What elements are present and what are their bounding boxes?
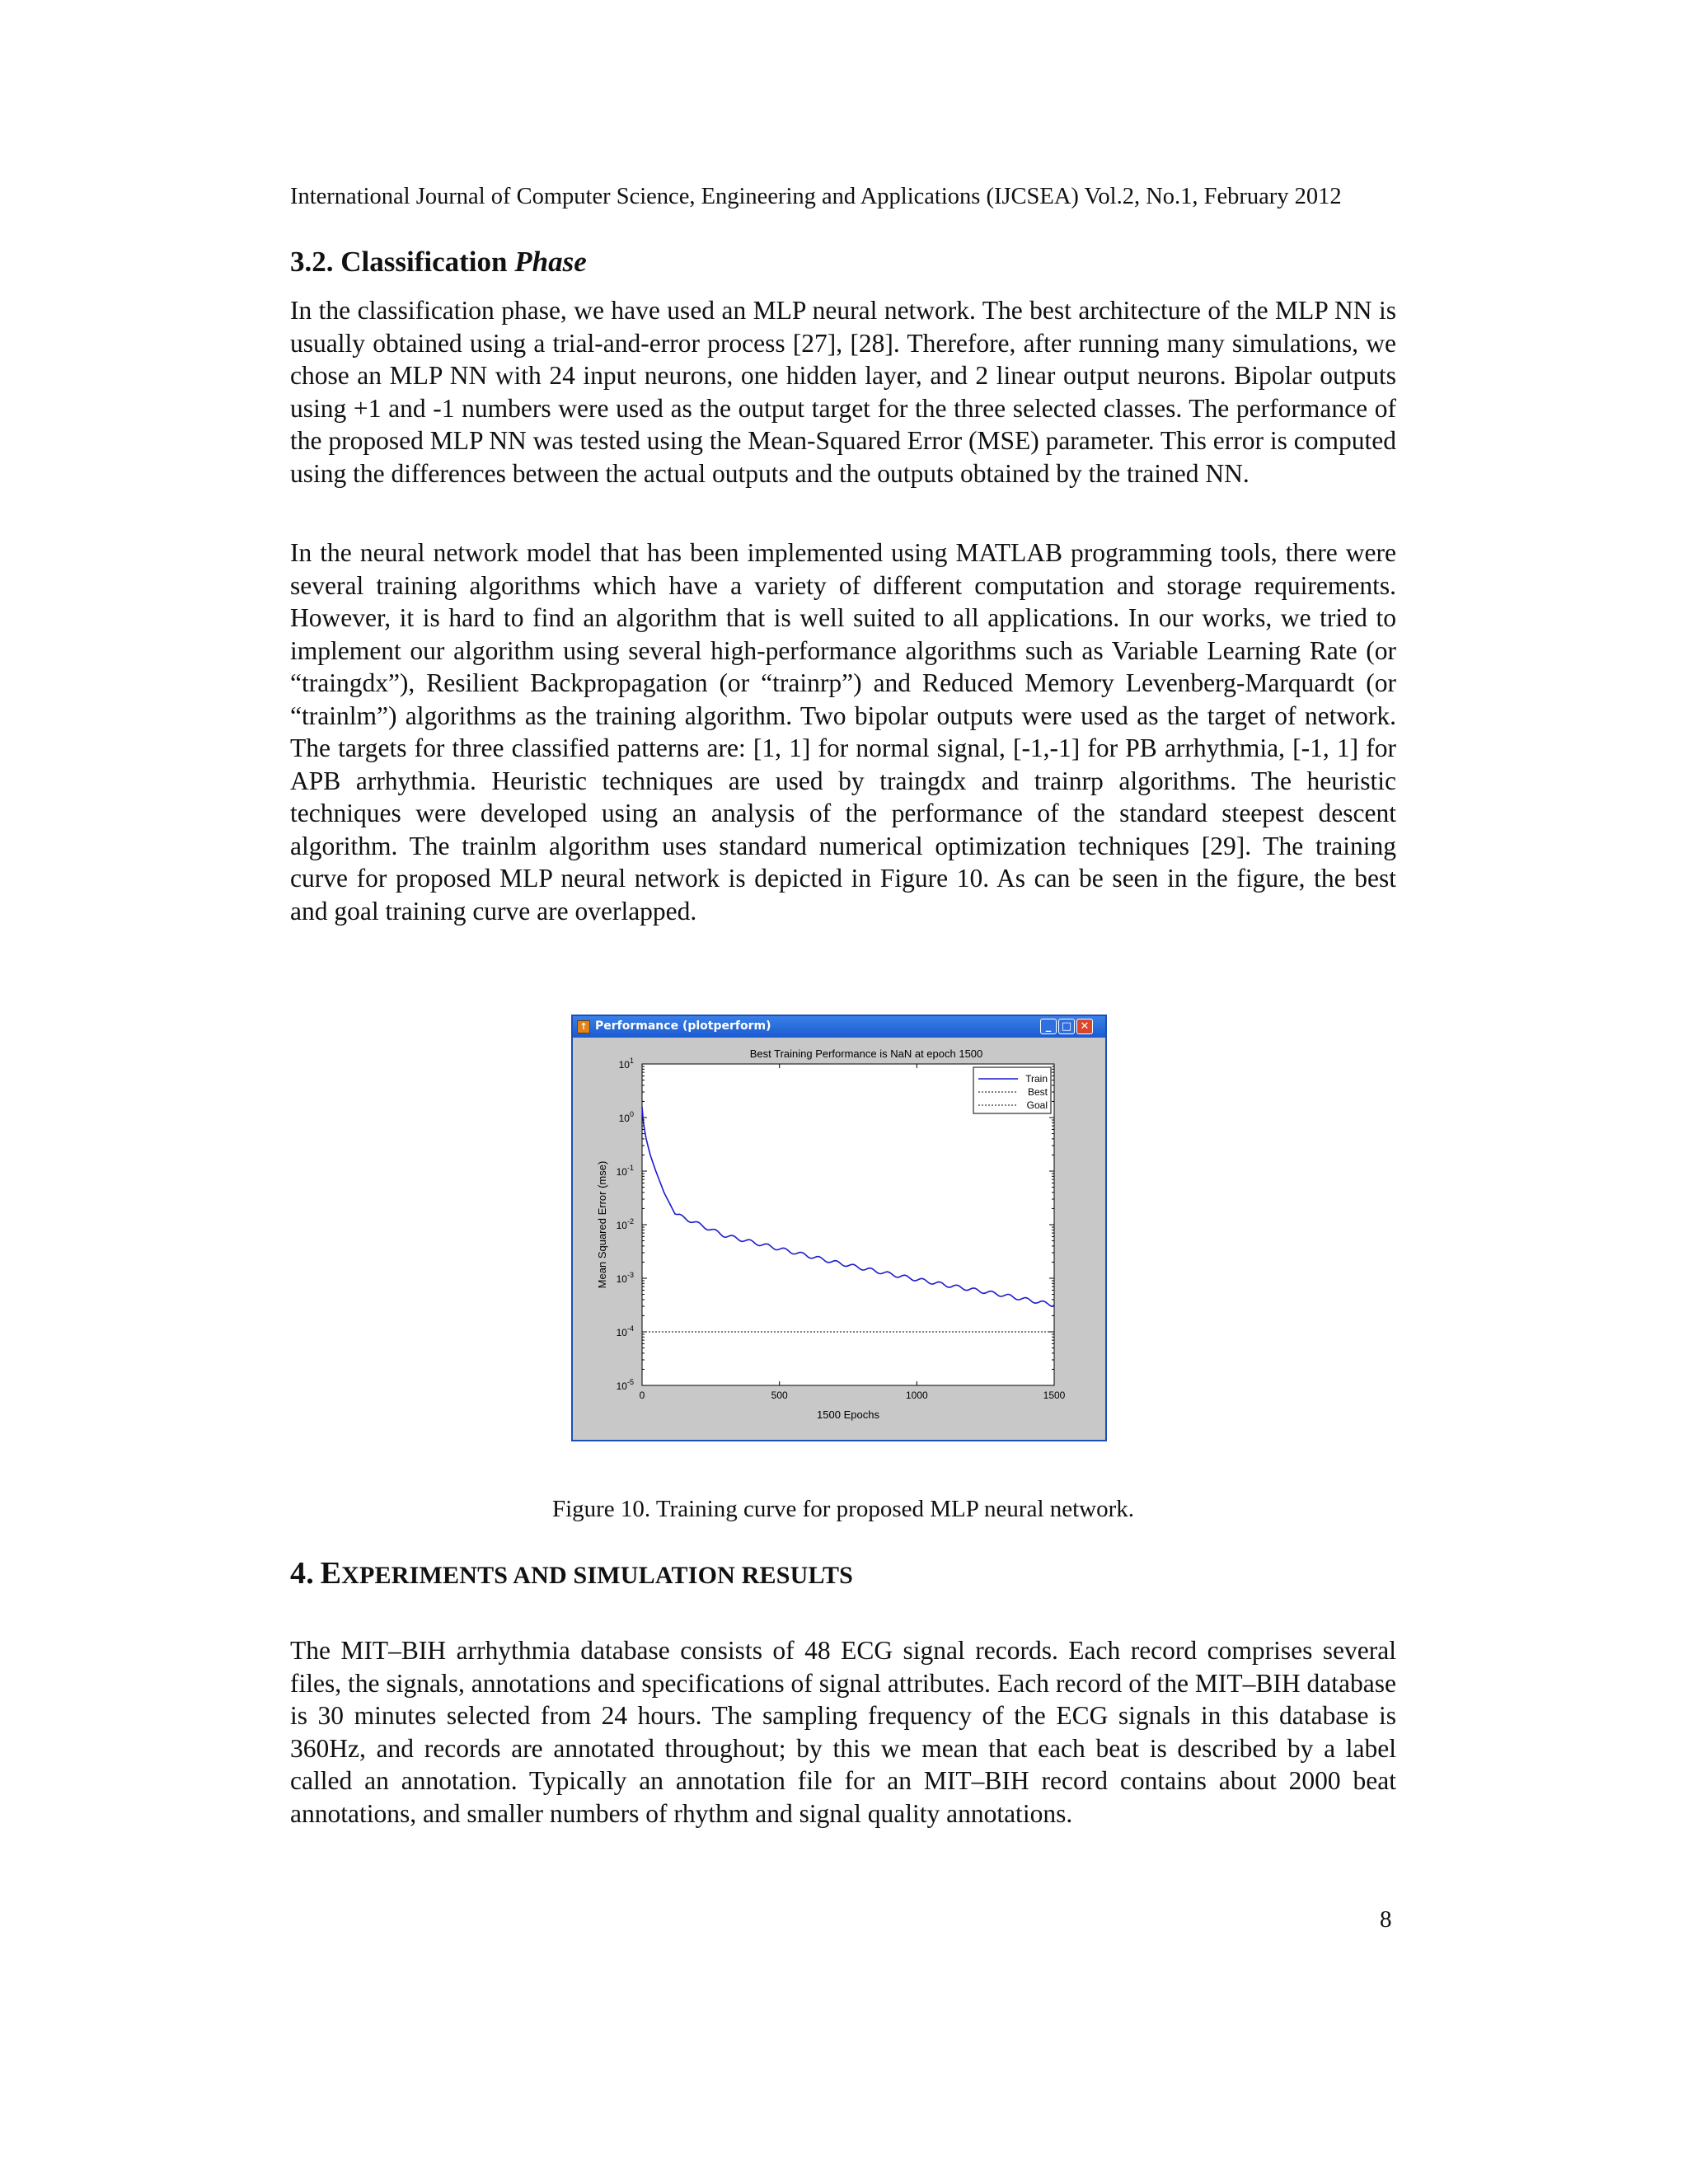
legend: [973, 1067, 1051, 1113]
minimize-button[interactable]: _: [1040, 1019, 1057, 1034]
maximize-button[interactable]: □: [1058, 1019, 1075, 1034]
y-tick-label: $10^0$: [618, 1110, 634, 1124]
chart-title: Best Training Performance is NaN at epoch 1500: [749, 1047, 983, 1060]
journal-header: International Journal of Computer Science, Engineering and Applications (IJCSEA) Vol.2, No.1, February 2012: [290, 184, 1342, 209]
legend-label-train: Train: [1025, 1073, 1048, 1085]
x-tick-label: 1000: [905, 1390, 928, 1401]
section-3-2-italic: Phase: [514, 246, 587, 278]
y-tick-label: $10^{-1}$: [616, 1164, 634, 1178]
matlab-icon: ↑: [577, 1020, 590, 1033]
section-4-first-letter: E: [320, 1556, 342, 1591]
section-4-number: 4.: [290, 1556, 314, 1591]
y-tick-label: $10^{-4}$: [616, 1324, 634, 1338]
legend-label-goal: Goal: [1026, 1099, 1048, 1111]
y-axis-label: Mean Squared Error (mse): [596, 1160, 608, 1289]
window-title: Performance (plotperform): [595, 1019, 771, 1033]
y-tick-label: $10^{-5}$: [616, 1378, 634, 1392]
close-button[interactable]: ✕: [1076, 1019, 1093, 1034]
paragraph-training-algorithms: In the neural network model that has been implemented using MATLAB programming tools, there were several training algorithms which have a variety of different computation and storage requirements. However, it is hard to find an algorithm that is well suited to all applications. In our works, we tried to implement our algorithm using several high-performance algorithms such as Variable Learning Rate (or “traingdx”), Resilient Backpropagation (or “trainrp”) and Reduced Memory Levenberg-Marquardt (or “trainlm”) algorithms as the training algorithm. Two bipolar outputs were used as the target of network. The targets for three classified patterns are: [1, 1] for normal signal, [-1,-1] for PB arrhythmia, [-1, 1] for APB arrhythmia. Heuristic techniques are used by traingdx and trainrp algorithms. The heuristic techniques were developed using an analysis of the performance of the standard steepest descent algorithm. The trainlm algorithm uses standard numerical optimization techniques [29]. The training curve for proposed MLP neural network is depicted in Figure 10. As can be seen in the figure, the best and goal training curve are overlapped.: [290, 538, 1396, 926]
section-4-title: XPERIMENTS AND SIMULATION RESULTS: [341, 1562, 854, 1589]
figure-caption: Figure 10. Training curve for proposed MLP neural network.: [551, 1496, 1135, 1522]
section-3-2-number: 3.2. Classification: [290, 246, 508, 278]
y-tick-label: $10^{-2}$: [616, 1217, 634, 1231]
y-tick-label: $10^{-3}$: [616, 1271, 634, 1285]
page-number: 8: [1380, 1906, 1392, 1933]
x-axis-label: 1500 Epochs: [817, 1408, 879, 1421]
paragraph-mit-bih: The MIT–BIH arrhythmia database consists of 48 ECG signal records. Each record comprises several files, the signals, annotations and specifications of signal attributes. Each record of the MIT–BIH database is 30 minutes selected from 24 hours. The sampling frequency of the ECG signals in this database is 360Hz, and records are annotated throughout; by this we mean that each beat is described by a label called an annotation. Typically an annotation file for an MIT–BIH record contains about 2000 beat annotations, and smaller numbers of rhythm and signal quality annotations.: [290, 1636, 1396, 1828]
performance-chart: [573, 1038, 1105, 1440]
window-titlebar[interactable]: [573, 1016, 1105, 1038]
section-3-2-heading: [290, 246, 587, 279]
performance-figure-window: [571, 1015, 1107, 1441]
x-tick-label: 0: [639, 1390, 645, 1401]
section-4-heading: [290, 1555, 853, 1591]
x-tick-label: 500: [771, 1390, 788, 1401]
paragraph-classification: In the classification phase, we have used an MLP neural network. The best architecture of the MLP NN is usually obtained using a trial-and-error process [27], [28]. Therefore, after running many simulations, we chose an MLP NN with 24 input neurons, one hidden layer, and 2 linear output neurons. Bipolar outputs using +1 and -1 numbers were used as the output target for the three selected classes. The performance of the proposed MLP NN was tested using the Mean-Squared Error (MSE) parameter. This error is computed using the differences between the actual outputs and the outputs obtained by the trained NN.: [290, 296, 1396, 488]
y-tick-label: $10^1$: [618, 1057, 634, 1071]
x-tick-label: 1500: [1043, 1390, 1066, 1401]
legend-label-best: Best: [1027, 1086, 1048, 1098]
